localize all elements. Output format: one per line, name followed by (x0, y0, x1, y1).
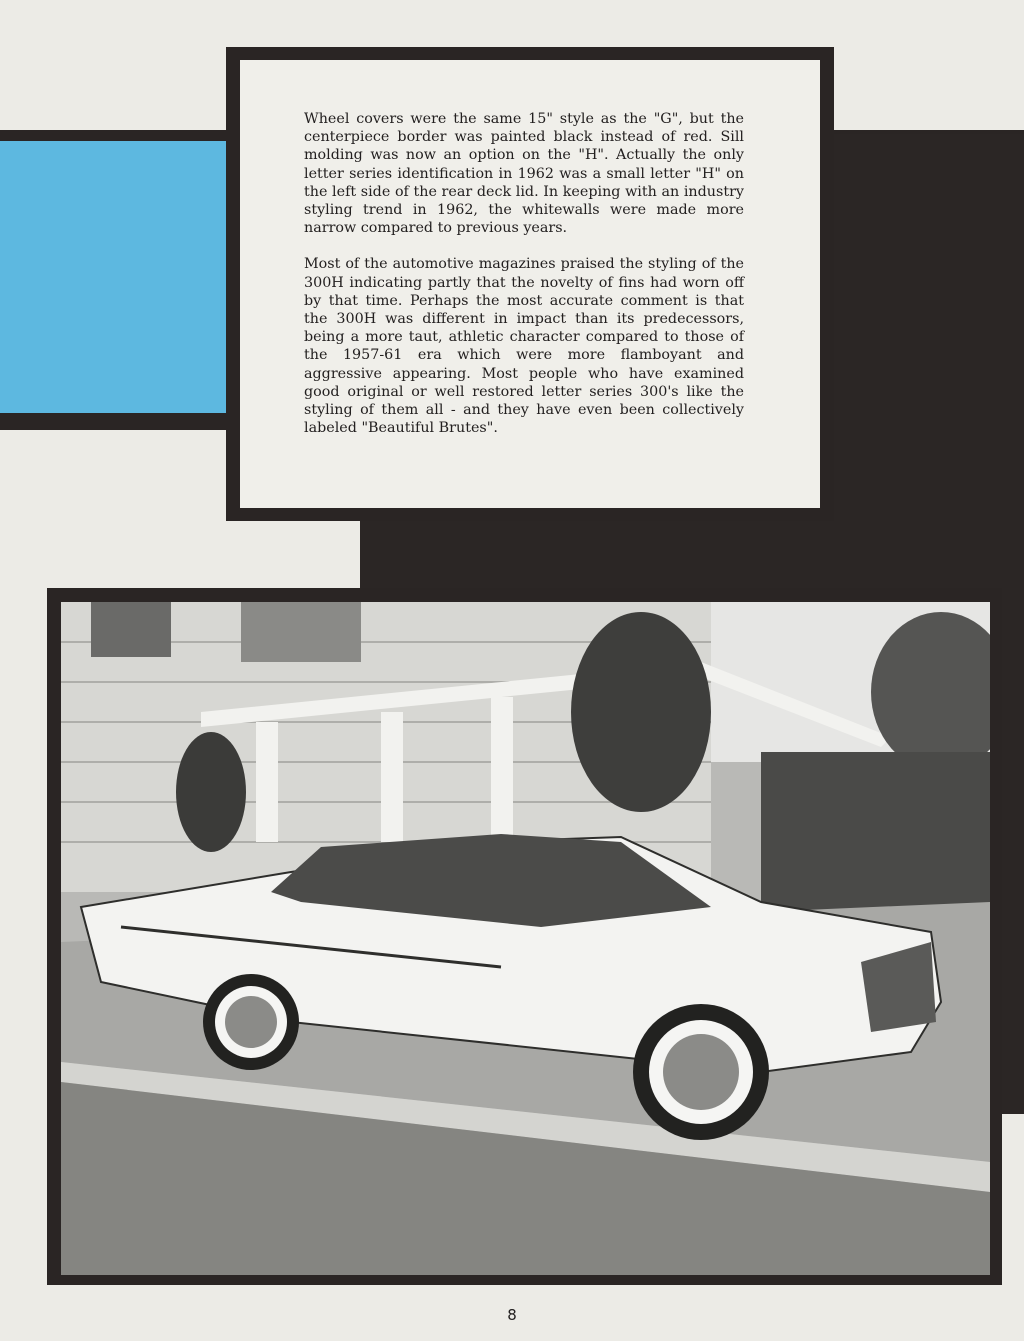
car-photo-illustration (61, 602, 990, 1275)
blue-accent-panel (0, 141, 226, 413)
article-text (304, 110, 744, 455)
paragraph-2: Most of the automotive magazines praised the styling of the 300H indicating partly that the novelty of fins had worn off by that time. Perhaps the most accurate comment is that the 300H was different in impact than its predecessors, being a more taut, athletic character compared to those of the 1957-61 era which were more flamboyant and aggressive appearing. Most people who have examined good original or well restored letter series 300's like the styling of them all - and they have even been collectively labeled "Beautiful Brutes". (304, 256, 744, 437)
car-photo (61, 602, 990, 1275)
page-number: 8 (507, 1306, 517, 1324)
paragraph-1: Wheel covers were the same 15" style as the "G", but the centerpiece border was painted black instead of red. Sill molding was now an option on the "H". Actually the only letter series identification in 1962 was a small letter "H" on the left side of the rear deck lid. In keeping with an industry styling trend in 1962, the whitewalls were made more narrow compared to previous years. (304, 111, 744, 237)
